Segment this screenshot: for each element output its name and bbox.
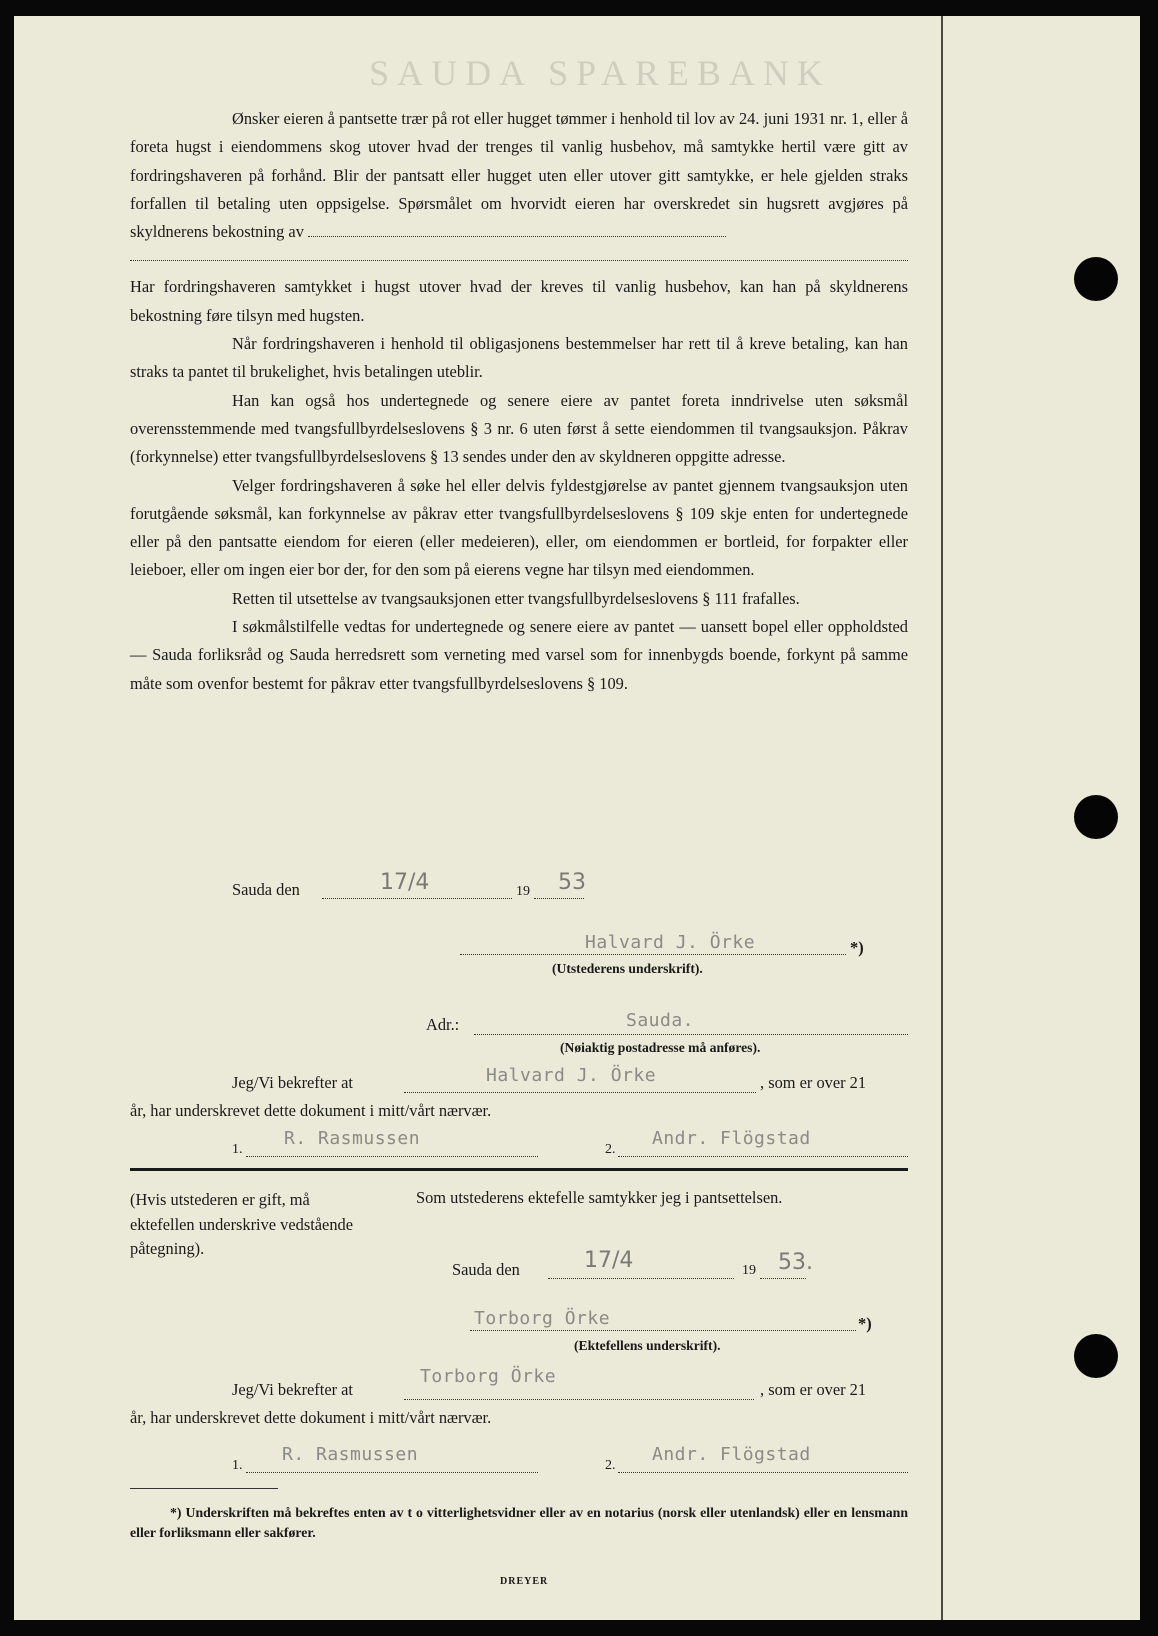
punch-hole-bottom: [1074, 1334, 1118, 1378]
issuer-confirm-line2: år, har underskrevet dette dokument i mitt/vårt nærvær.: [130, 1101, 492, 1120]
issuer-signature: Halvard J. Örke: [585, 932, 756, 953]
issuer-date-line: [322, 898, 512, 899]
issuer-place-label: Sauda den: [232, 880, 300, 899]
clauses: [130, 105, 908, 698]
spouse-confirm-line: [404, 1399, 754, 1400]
spouse-confirm-line2: år, har underskrevet dette dokument i mitt/vårt nærvær.: [130, 1408, 492, 1427]
punch-hole-top: [1074, 257, 1118, 301]
spouse-witness-1: R. Rasmussen: [282, 1444, 419, 1465]
issuer-signature-line: [460, 954, 846, 955]
spouse-witness-2: Andr. Flögstad: [652, 1444, 811, 1465]
issuer-witness-1-number: 1.: [232, 1142, 243, 1157]
address-line: [474, 1034, 908, 1035]
clause-2: Har fordringshaveren samtykket i hugst utover hvad der kreves til vanlig husbehov, kan han på skyldnerens bekostning føre tilsyn med hugsten.: [130, 277, 908, 325]
punch-hole-middle: [1074, 795, 1118, 839]
spouse-year-prefix: 19: [742, 1263, 756, 1278]
issuer-date: 17/4: [380, 870, 430, 895]
spouse-year: 53.: [778, 1250, 813, 1275]
issuer-confirm-line: [404, 1092, 756, 1093]
spouse-year-line: [760, 1278, 806, 1279]
spouse-confirm-suffix: , som er over 21: [760, 1380, 867, 1399]
issuer-witness-1: R. Rasmussen: [284, 1128, 421, 1149]
issuer-confirm-label: Jeg/Vi bekrefter at: [232, 1073, 353, 1092]
issuer-confirm-suffix: , som er over 21: [760, 1073, 867, 1092]
issuer-confirm-name: Halvard J. Örke: [486, 1065, 657, 1086]
spouse-signature: Torborg Örke: [474, 1308, 611, 1329]
clause-5: Velger fordringshaveren å søke hel eller delvis fyldestgjørelse av pantet gjennem tvangsauksjon uten forutgående søksmål, kan forkynnelse av påkrav etter tvangsfullbyrdelseslovens § 109 skje enten for undertegnede eller på den pantsatte eiendom for eieren (eller medeieren), eller, om eiendommen er bortleid, for forpakter eller leieboer, eller om ingen eier bor der, for den som på eierens vegne har tilsyn med eiendommen.: [130, 475, 908, 580]
margin-line: [941, 16, 943, 1620]
spouse-witness-1-number: 1.: [232, 1458, 243, 1473]
spouse-consent: Som utstederens ektefelle samtykker jeg i pantsettelsen.: [416, 1188, 783, 1207]
footnote-separator: [130, 1488, 278, 1489]
clause-1-blank-line: [130, 246, 908, 261]
spouse-place-label: Sauda den: [452, 1260, 520, 1279]
section-divider: [130, 1168, 908, 1171]
spouse-witness-2-line: [618, 1472, 908, 1473]
issuer-asterisk: *): [850, 938, 864, 957]
spouse-signature-line: [470, 1330, 856, 1331]
spouse-witness-2-number: 2.: [605, 1458, 616, 1473]
spouse-date-line: [548, 1278, 734, 1279]
address-caption: (Nøiaktig postadresse må anføres).: [560, 1040, 761, 1055]
clause-4: Han kan også hos undertegnede og senere eiere av pantet foreta inndrivelse uten søksmål overensstemmende med tvangsfullbyrdelseslovens § 3 nr. 6 uten først å sette eiendommen til tvangsauksjon. Påkrav (forkynnelse) etter tvangsfullbyrdelseslovens § 13 sendes under den av skyldneren oppgitte adresse.: [130, 390, 908, 467]
issuer-signature-caption: (Utstederens underskrift).: [552, 961, 703, 976]
clause-6: Retten til utsettelse av tvangsauksjonen etter tvangsfullbyrdelseslovens § 111 frafalles.: [232, 588, 800, 608]
spouse-asterisk: *): [858, 1314, 872, 1333]
printer-mark: DREYER: [500, 1576, 549, 1587]
address-value: Sauda.: [626, 1010, 695, 1031]
clause-7: I søkmålstilfelle vedtas for undertegnede og senere eiere av pantet — uansett bopel eller oppholdsted — Sauda forliksråd og Sauda herredsrett som verneting med varsel som for innenbygds boende, forkynt på samme måte som ovenfor bestemt for påkrav etter tvangsfullbyrdelseslovens § 109.: [130, 617, 908, 693]
spouse-signature-caption: (Ektefellens underskrift).: [574, 1338, 721, 1353]
issuer-year-line: [534, 898, 584, 899]
spouse-confirm-name: Torborg Örke: [420, 1366, 557, 1387]
issuer-year: 53: [558, 870, 586, 895]
clause-3: Når fordringshaveren i henhold til obligasjonens bestemmelser har rett til å kreve betaling, kan han straks ta pantet til brukelighet, hvis betalingen uteblir.: [130, 334, 908, 382]
issuer-witness-2: Andr. Flögstad: [652, 1128, 811, 1149]
clause-1: Ønsker eieren å pantsette trær på rot eller hugget tømmer i henhold til lov av 24. juni 1931 nr. 1, eller å foreta hugst i eiendommens skog utover hvad der trenges til vanlig husbehov, må samtykke hertil være gitt av fordringshaveren på forhånd. Blir der pantsatt eller hugget uten eller utover gitt samtykke, er hele gjelden straks forfallen til betaling uten oppsigelse. Spørsmålet om hvorvidt eieren har overskredet sin hugsrett avgjøres på skyldnerens bekostning av: [130, 109, 908, 242]
issuer-witness-2-number: 2.: [605, 1142, 616, 1157]
footnote: *) Underskriften må bekreftes enten av t o vitterlighetsvidner eller av en notarius (norsk eller utenlandsk) eller en lensmann eller forliksmann eller sakfører.: [130, 1505, 908, 1540]
bank-watermark: SAUDA SPAREBANK: [369, 53, 831, 93]
issuer-witness-2-line: [618, 1156, 908, 1157]
issuer-witness-1-line: [246, 1156, 538, 1157]
address-label: Adr.:: [426, 1015, 460, 1034]
spouse-note: (Hvis utstederen er gift, må ektefellen underskrive vedstående påtegning).: [130, 1190, 353, 1258]
spouse-date: 17/4: [584, 1248, 634, 1273]
spouse-confirm-label: Jeg/Vi bekrefter at: [232, 1380, 353, 1399]
spouse-witness-1-line: [246, 1472, 538, 1473]
issuer-year-prefix: 19: [516, 884, 530, 899]
